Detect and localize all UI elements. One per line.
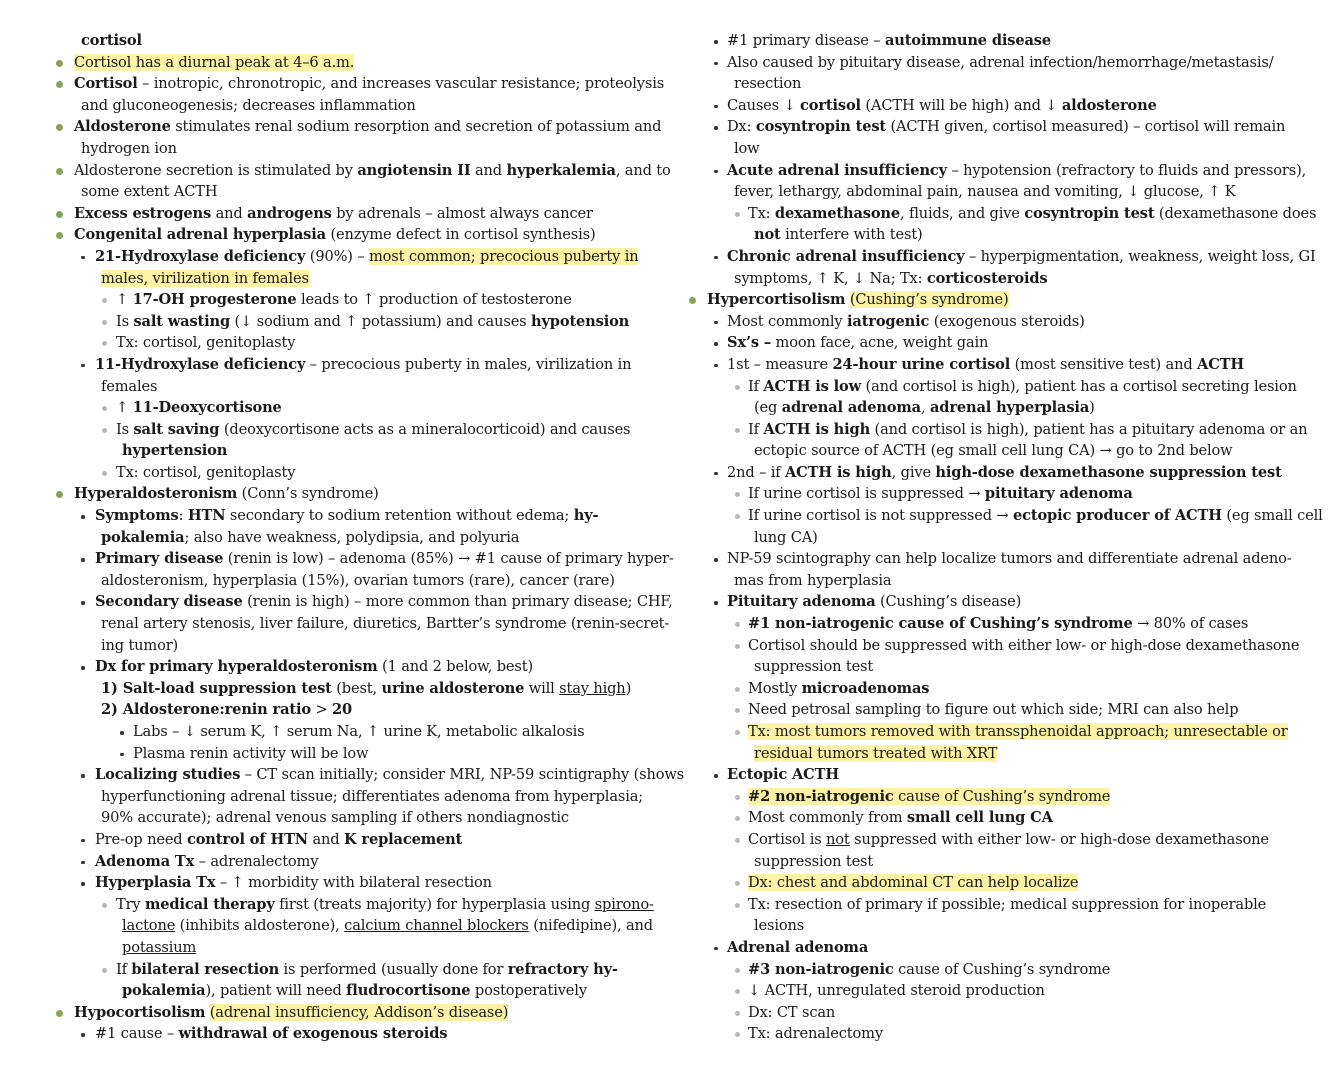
- left-line-text: Dx for primary hyperaldosteronism (1 and 2 below, best): [95, 658, 534, 676]
- left-line: [54, 570, 666, 592]
- left-line: [54, 786, 666, 808]
- left-line: [54, 311, 666, 333]
- left-line: [54, 548, 674, 570]
- right-line-text: If urine cortisol is not suppressed → ectopic producer of ACTH (eg small cell: [748, 507, 1323, 525]
- left-line-text: Tx: cortisol, genitoplasty: [116, 334, 296, 352]
- right-line: [688, 635, 1300, 657]
- left-line-text: pokalemia), patient will need fludrocortisone postoperatively: [122, 982, 587, 1000]
- right-line-text: Need petrosal sampling to figure out which side; MRI can also help: [748, 701, 1239, 719]
- left-line-text: Hyperaldosteronism (Conn’s syndrome): [74, 485, 379, 503]
- bullet-level-3: [102, 471, 107, 476]
- bullet-level-3: [735, 492, 740, 497]
- right-line: [688, 30, 1300, 52]
- left-line: [54, 419, 666, 441]
- right-line: [688, 872, 1300, 894]
- right-line-text: (eg adrenal adenoma, adrenal hyperplasia): [754, 399, 1095, 417]
- right-line-text: Mostly microadenomas: [748, 679, 930, 697]
- right-line-text: not interfere with test): [754, 226, 923, 244]
- left-line: [54, 656, 666, 678]
- bullet-level-3: [735, 1032, 740, 1037]
- left-line: [54, 289, 666, 311]
- left-column: [54, 30, 685, 1045]
- left-line: [54, 95, 666, 117]
- left-line: [54, 1002, 666, 1024]
- right-line: [688, 397, 1300, 419]
- left-line: [54, 743, 666, 765]
- bullet-level-1: [56, 81, 63, 88]
- left-line: [54, 52, 666, 74]
- left-line: [54, 116, 666, 138]
- left-line-text: Primary disease (renin is low) – adenoma (85%) → #1 cause of primary hyper-: [95, 550, 674, 568]
- bullet-level-1: [689, 297, 696, 304]
- bullet-level-3: [735, 881, 740, 886]
- bullet-level-2: [714, 40, 718, 44]
- left-line-text: some extent ACTH: [81, 183, 218, 201]
- right-line: [688, 505, 1323, 527]
- left-line-text: 21-Hydroxylase deficiency (90%) – most common; precocious puberty in: [95, 247, 639, 265]
- bullet-level-1: [56, 232, 63, 239]
- right-line-text: suppression test: [754, 658, 874, 676]
- left-line: [54, 1023, 666, 1045]
- right-line-text: Most commonly iatrogenic (exogenous steroids): [727, 312, 1085, 330]
- right-line: [688, 268, 1300, 290]
- left-line: [54, 138, 666, 160]
- left-line: [54, 246, 666, 268]
- bullet-level-3: [102, 903, 107, 908]
- right-line: [688, 483, 1300, 505]
- right-line: [688, 354, 1300, 376]
- left-line-text: Adenoma Tx – adrenalectomy: [95, 852, 319, 870]
- right-line-text: mas from hyperplasia: [734, 571, 892, 589]
- bullet-level-2: [714, 170, 718, 174]
- right-line: [688, 138, 1300, 160]
- left-line: [54, 980, 666, 1002]
- bullet-level-2: [714, 256, 718, 260]
- right-line-text: Cortisol is not suppressed with either low- or high-dose dexamethasone: [748, 830, 1269, 848]
- left-line-text: aldosteronism, hyperplasia (15%), ovarian tumors (rare), cancer (rare): [101, 571, 615, 589]
- bullet-level-2: [714, 601, 718, 605]
- bullet-level-3: [102, 298, 107, 303]
- bullet-level-2: [81, 601, 85, 605]
- right-line: [688, 246, 1316, 268]
- bullet-level-3: [735, 1011, 740, 1016]
- left-line: [54, 959, 666, 981]
- right-line: [688, 95, 1300, 117]
- bullet-level-2: [714, 342, 718, 346]
- left-line-text: hyperfunctioning adrenal tissue; differentiates adenoma from hyperplasia;: [101, 787, 644, 805]
- right-line: [688, 980, 1300, 1002]
- right-line-text: ↓ ACTH, unregulated steroid production: [748, 982, 1045, 1000]
- right-line-text: Tx: adrenalectomy: [748, 1025, 883, 1043]
- left-line-text: pokalemia; also have weakness, polydipsia, and polyuria: [101, 528, 520, 546]
- left-line: [54, 915, 666, 937]
- right-line-text: residual tumors treated with XRT: [754, 744, 998, 762]
- bullet-level-2: [714, 774, 718, 778]
- right-line: [688, 699, 1300, 721]
- right-line-text: Cortisol should be suppressed with either low- or high-dose dexamethasone: [748, 636, 1300, 654]
- right-line-text: suppression test: [754, 852, 874, 870]
- left-line-text: ing tumor): [101, 636, 179, 654]
- right-line: [688, 1023, 1300, 1045]
- left-line-text: Labs – ↓ serum K, ↑ serum Na, ↑ urine K, metabolic alkalosis: [133, 723, 585, 740]
- right-line-text: symptoms, ↑ K, ↓ Na; Tx: corticosteroids: [734, 269, 1048, 287]
- left-line: [54, 937, 666, 959]
- bullet-level-2: [81, 861, 85, 865]
- right-line-text: 1st – measure 24-hour urine cortisol (most sensitive test) and ACTH: [727, 355, 1245, 373]
- bullet-level-2: [714, 126, 718, 130]
- bullet-level-3: [735, 687, 740, 692]
- right-line: [688, 332, 1300, 354]
- bullet-level-3: [735, 989, 740, 994]
- right-line-text: #2 non-iatrogenic cause of Cushing’s syndrome: [748, 787, 1111, 805]
- right-line: [688, 440, 1300, 462]
- right-line: [688, 160, 1307, 182]
- right-line: [688, 786, 1300, 808]
- right-line-text: If ACTH is low (and cortisol is high), patient has a cortisol secreting lesion: [748, 377, 1297, 395]
- bullet-level-1: [56, 60, 63, 67]
- right-line: [688, 116, 1300, 138]
- bullet-level-3: [102, 406, 107, 411]
- right-line-text: Tx: dexamethasone, fluids, and give cosyntropin test (dexamethasone does: [748, 204, 1317, 222]
- right-line-text: #1 non-iatrogenic cause of Cushing’s syndrome → 80% of cases: [748, 615, 1249, 633]
- bullet-level-3: [102, 320, 107, 325]
- left-line: [54, 332, 666, 354]
- right-line: [688, 203, 1317, 225]
- bullet-level-2: [120, 753, 124, 757]
- left-line: [54, 181, 666, 203]
- bullet-level-2: [714, 62, 718, 66]
- right-line: [688, 807, 1300, 829]
- left-line-text: Tx: cortisol, genitoplasty: [116, 463, 296, 481]
- left-line: [54, 829, 666, 851]
- right-line-text: Dx: CT scan: [748, 1003, 836, 1021]
- left-line: [54, 872, 666, 894]
- bullet-level-3: [735, 795, 740, 800]
- bullet-level-2: [714, 105, 718, 109]
- right-line: [688, 959, 1300, 981]
- left-line: [54, 462, 666, 484]
- left-line: [54, 483, 666, 505]
- bullet-level-2: [81, 256, 85, 260]
- bullet-level-3: [735, 385, 740, 390]
- left-line: [54, 894, 666, 916]
- left-line-text: Cortisol has a diurnal peak at 4–6 a.m.: [74, 53, 355, 71]
- bullet-level-3: [735, 903, 740, 908]
- bullet-level-2: [714, 321, 718, 325]
- left-line-text: Localizing studies – CT scan initially; consider MRI, NP-59 scintigraphy (shows: [95, 766, 685, 784]
- left-line-text: 1) Salt-load suppression test (best, urine aldosterone will stay high): [101, 679, 632, 697]
- left-line-text: lactone (inhibits aldosterone), calcium channel blockers (nifedipine), and: [122, 917, 653, 935]
- right-line-text: lung CA): [754, 528, 818, 546]
- right-line: [688, 73, 1300, 95]
- bullet-level-3: [102, 341, 107, 346]
- left-line: [54, 721, 666, 743]
- left-line-text: Plasma renin activity will be low: [133, 744, 369, 762]
- right-line-text: Most commonly from small cell lung CA: [748, 809, 1053, 827]
- left-line: [54, 807, 666, 829]
- left-line-text: 90% accurate); adrenal venous sampling if others nondiagnostic: [101, 809, 569, 827]
- left-line-text: and gluconeogenesis; decreases inflammation: [81, 96, 416, 114]
- left-line-text: 2) Aldosterone:renin ratio > 20: [101, 701, 353, 719]
- left-line: [54, 764, 685, 786]
- bullet-level-2: [81, 839, 85, 843]
- left-line-text: females: [101, 377, 158, 395]
- left-line-text: Symptoms: HTN secondary to sodium retention without edema; hy-: [95, 507, 599, 525]
- right-line-text: low: [734, 139, 760, 157]
- left-line: [54, 440, 666, 462]
- left-line: [54, 397, 666, 419]
- right-line: [688, 915, 1300, 937]
- left-line: [54, 268, 666, 290]
- right-line-text: ectopic source of ACTH (eg small cell lung CA) → go to 2nd below: [754, 442, 1233, 460]
- right-line-text: Tx: most tumors removed with transsphenoidal approach; unresectable or: [748, 723, 1288, 740]
- left-line-text: Is salt wasting (↓ sodium and ↑ potassium) and causes hypotension: [116, 312, 630, 330]
- bullet-level-3: [735, 968, 740, 973]
- left-line: [54, 505, 666, 527]
- right-line: [688, 656, 1300, 678]
- right-line: [688, 721, 1300, 743]
- right-line-text: Chronic adrenal insufficiency – hyperpigmentation, weakness, weight loss, GI: [727, 247, 1316, 265]
- bullet-level-3: [102, 428, 107, 433]
- bullet-level-3: [735, 816, 740, 821]
- right-line: [688, 937, 1300, 959]
- right-line-text: Dx: chest and abdominal CT can help localize: [748, 874, 1079, 892]
- right-column: [688, 30, 1323, 1045]
- right-line-text: Tx: resection of primary if possible; medical suppression for inoperable: [748, 895, 1267, 913]
- right-line-text: Acute adrenal insufficiency – hypotension (refractory to fluids and pressors),: [727, 161, 1307, 179]
- bullet-level-1: [56, 168, 63, 175]
- right-line-text: fever, lethargy, abdominal pain, nausea and vomiting, ↓ glucose, ↑ K: [734, 183, 1236, 201]
- right-line: [688, 311, 1300, 333]
- right-line-text: Ectopic ACTH: [727, 766, 839, 784]
- bullet-level-2: [81, 774, 85, 778]
- left-line-text: hydrogen ion: [81, 139, 177, 157]
- left-line-text: Hypocortisolism (adrenal insufficiency, Addison’s disease): [74, 1003, 509, 1021]
- right-line: [688, 613, 1300, 635]
- left-line: [54, 851, 666, 873]
- right-line-text: Dx: cosyntropin test (ACTH given, cortisol measured) – cortisol will remain: [727, 118, 1286, 136]
- left-line: [54, 678, 666, 700]
- left-line-text: Cortisol – inotropic, chronotropic, and increases vascular resistance; proteolysis: [74, 75, 665, 93]
- right-line: [688, 894, 1300, 916]
- left-line-text: cortisol: [81, 32, 142, 49]
- left-line-text: Pre-op need control of HTN and K replacement: [95, 830, 463, 848]
- bullet-level-2: [714, 947, 718, 951]
- right-line-text: lesions: [754, 917, 805, 935]
- left-line: [54, 224, 666, 246]
- right-line: [688, 548, 1300, 570]
- bullet-level-2: [81, 1033, 85, 1037]
- bullet-level-3: [102, 968, 107, 973]
- bullet-level-3: [735, 212, 740, 217]
- left-line: [54, 591, 673, 613]
- left-line-text: ↑ 17-OH progesterone leads to ↑ production of testosterone: [116, 291, 572, 309]
- right-line-text: If urine cortisol is suppressed → pituitary adenoma: [748, 485, 1133, 503]
- right-line-text: If ACTH is high (and cortisol is high), patient has a pituitary adenoma or an: [748, 420, 1308, 438]
- bullet-level-2: [81, 558, 85, 562]
- left-line-text: Is salt saving (deoxycortisone acts as a mineralocorticoid) and causes: [116, 420, 631, 438]
- right-line: [688, 1002, 1300, 1024]
- left-line: [54, 354, 666, 376]
- bullet-level-3: [735, 730, 740, 735]
- left-line-text: If bilateral resection is performed (usually done for refractory hy-: [116, 960, 618, 978]
- right-line: [688, 851, 1300, 873]
- right-line: [688, 419, 1308, 441]
- left-line-text: Excess estrogens and androgens by adrenals – almost always cancer: [74, 204, 593, 222]
- bullet-level-3: [735, 644, 740, 649]
- left-line: [54, 699, 666, 721]
- bullet-level-2: [714, 364, 718, 368]
- left-line: [54, 203, 666, 225]
- left-line-text: Aldosterone secretion is stimulated by angiotensin II and hyperkalemia, and to: [74, 161, 671, 179]
- left-line-text: males, virilization in females: [101, 269, 309, 287]
- right-line: [688, 462, 1300, 484]
- left-line-text: renal artery stenosis, liver failure, diuretics, Bartter’s syndrome (renin-secret-: [101, 615, 670, 633]
- right-line-text: Causes ↓ cortisol (ACTH will be high) and ↓ aldosterone: [727, 96, 1157, 114]
- left-line-text: hypertension: [122, 442, 228, 460]
- left-line: [54, 30, 666, 52]
- bullet-level-3: [735, 708, 740, 713]
- left-line: [54, 635, 666, 657]
- bullet-level-3: [735, 622, 740, 627]
- right-line: [688, 678, 1300, 700]
- bullet-level-1: [56, 211, 63, 218]
- left-line-text: Try medical therapy first (treats majority) for hyperplasia using spirono-: [116, 895, 654, 913]
- right-line: [688, 224, 1300, 246]
- left-line: [54, 376, 666, 398]
- right-line-text: #1 primary disease – autoimmune disease: [727, 32, 1051, 49]
- left-line: [54, 613, 670, 635]
- left-line-text: potassium: [122, 938, 197, 956]
- left-line-text: 11-Hydroxylase deficiency – precocious puberty in males, virilization in: [95, 355, 632, 373]
- left-line-text: ↑ 11-Deoxycortisone: [116, 399, 282, 417]
- right-line: [688, 376, 1300, 398]
- bullet-level-2: [714, 558, 718, 562]
- right-line: [688, 527, 1300, 549]
- right-line: [688, 52, 1300, 74]
- right-line: [688, 181, 1300, 203]
- bullet-level-2: [81, 515, 85, 519]
- left-line-text: Congenital adrenal hyperplasia (enzyme defect in cortisol synthesis): [74, 226, 596, 244]
- bullet-level-3: [735, 514, 740, 519]
- bullet-level-2: [81, 666, 85, 670]
- right-line: [688, 570, 1300, 592]
- bullet-level-2: [120, 731, 124, 735]
- right-line-text: Adrenal adenoma: [727, 938, 869, 956]
- left-line: [54, 527, 666, 549]
- right-line: [688, 591, 1300, 613]
- right-line-text: Pituitary adenoma (Cushing’s disease): [727, 593, 1022, 611]
- bullet-level-1: [56, 124, 63, 131]
- left-line-text: Secondary disease (renin is high) – more common than primary disease; CHF,: [95, 593, 673, 611]
- right-line: [688, 764, 1300, 786]
- right-line-text: Sx’s – moon face, acne, weight gain: [727, 334, 989, 352]
- left-line-text: #1 cause – withdrawal of exogenous steroids: [95, 1025, 448, 1043]
- left-line: [54, 160, 671, 182]
- right-line-text: #3 non-iatrogenic cause of Cushing’s syndrome: [748, 960, 1111, 978]
- bullet-level-1: [56, 1010, 63, 1017]
- bullet-level-3: [735, 838, 740, 843]
- left-line: [54, 73, 666, 95]
- bullet-level-2: [714, 472, 718, 476]
- right-line: [688, 743, 1300, 765]
- right-line-text: 2nd – if ACTH is high, give high-dose dexamethasone suppression test: [727, 463, 1282, 481]
- bullet-level-2: [81, 364, 85, 368]
- bullet-level-2: [81, 882, 85, 886]
- bullet-level-3: [735, 428, 740, 433]
- right-line-text: resection: [734, 75, 802, 93]
- right-line: [688, 829, 1300, 851]
- bullet-level-1: [56, 491, 63, 498]
- right-line-text: NP-59 scintography can help localize tumors and differentiate adrenal adeno-: [727, 550, 1292, 568]
- left-line-text: Hyperplasia Tx – ↑ morbidity with bilateral resection: [95, 874, 492, 892]
- left-line-text: Aldosterone stimulates renal sodium resorption and secretion of potassium and: [74, 118, 662, 136]
- right-line-text: Also caused by pituitary disease, adrenal infection/hemorrhage/metastasis/: [727, 53, 1274, 71]
- right-line-text: Hypercortisolism (Cushing’s syndrome): [707, 291, 1009, 309]
- right-line: [688, 289, 1300, 311]
